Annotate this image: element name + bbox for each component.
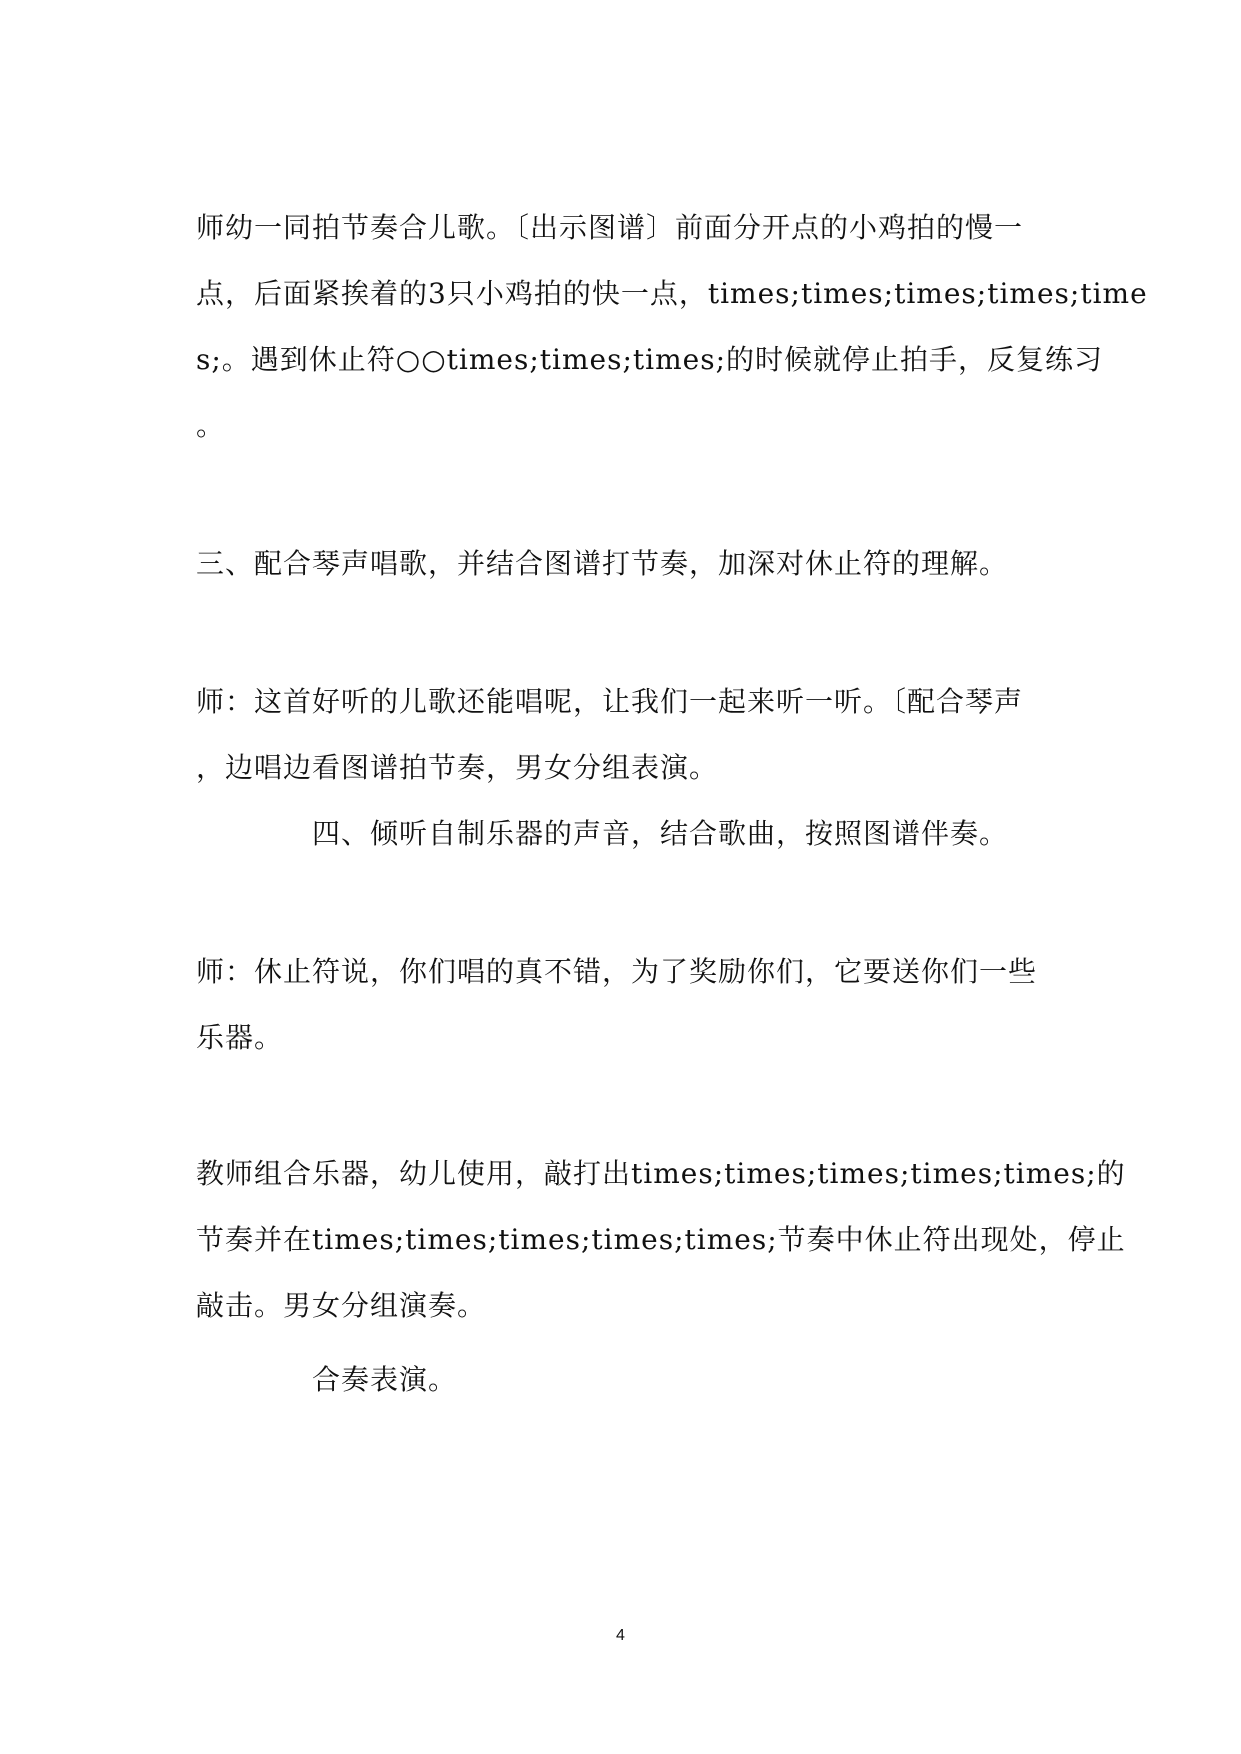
text-line: 敲击。男女分组演奏。 [196,1289,487,1322]
text-line: 点，后面紧挨着的3只小鸡拍的快一点，times;times;times;times;time [196,277,1148,310]
text-line: 师幼一同拍节奏合儿歌。〔出示图谱〕前面分开点的小鸡拍的慢一 [196,211,1024,244]
text-line: ，边唱边看图谱拍节奏，男女分组表演。 [196,751,719,784]
section-heading: 四、倾听自制乐器的声音，结合歌曲，按照图谱伴奏。 [312,817,1009,850]
page-number: 4 [616,1627,625,1644]
text-line: 师：休止符说，你们唱的真不错，为了奖励你们，它要送你们一些 [196,955,1038,988]
text-line: s;。遇到休止符○○times;times;times;的时候就停止拍手，反复练习 [196,343,1104,376]
text-line: 师：这首好听的儿歌还能唱呢，让我们一起来听一听。〔配合琴声 [196,685,1024,718]
text-line: 合奏表演。 [312,1363,458,1396]
section-heading: 三、配合琴声唱歌，并结合图谱打节奏，加深对休止符的理解。 [196,547,1009,580]
text-line: 教师组合乐器，幼儿使用，敲打出times;times;times;times;times;的 [196,1157,1126,1190]
text-line: 乐器。 [196,1021,284,1054]
text-line: 。 [196,409,226,442]
text-line: 节奏并在times;times;times;times;times;节奏中休止符出现处，停止 [196,1223,1126,1256]
